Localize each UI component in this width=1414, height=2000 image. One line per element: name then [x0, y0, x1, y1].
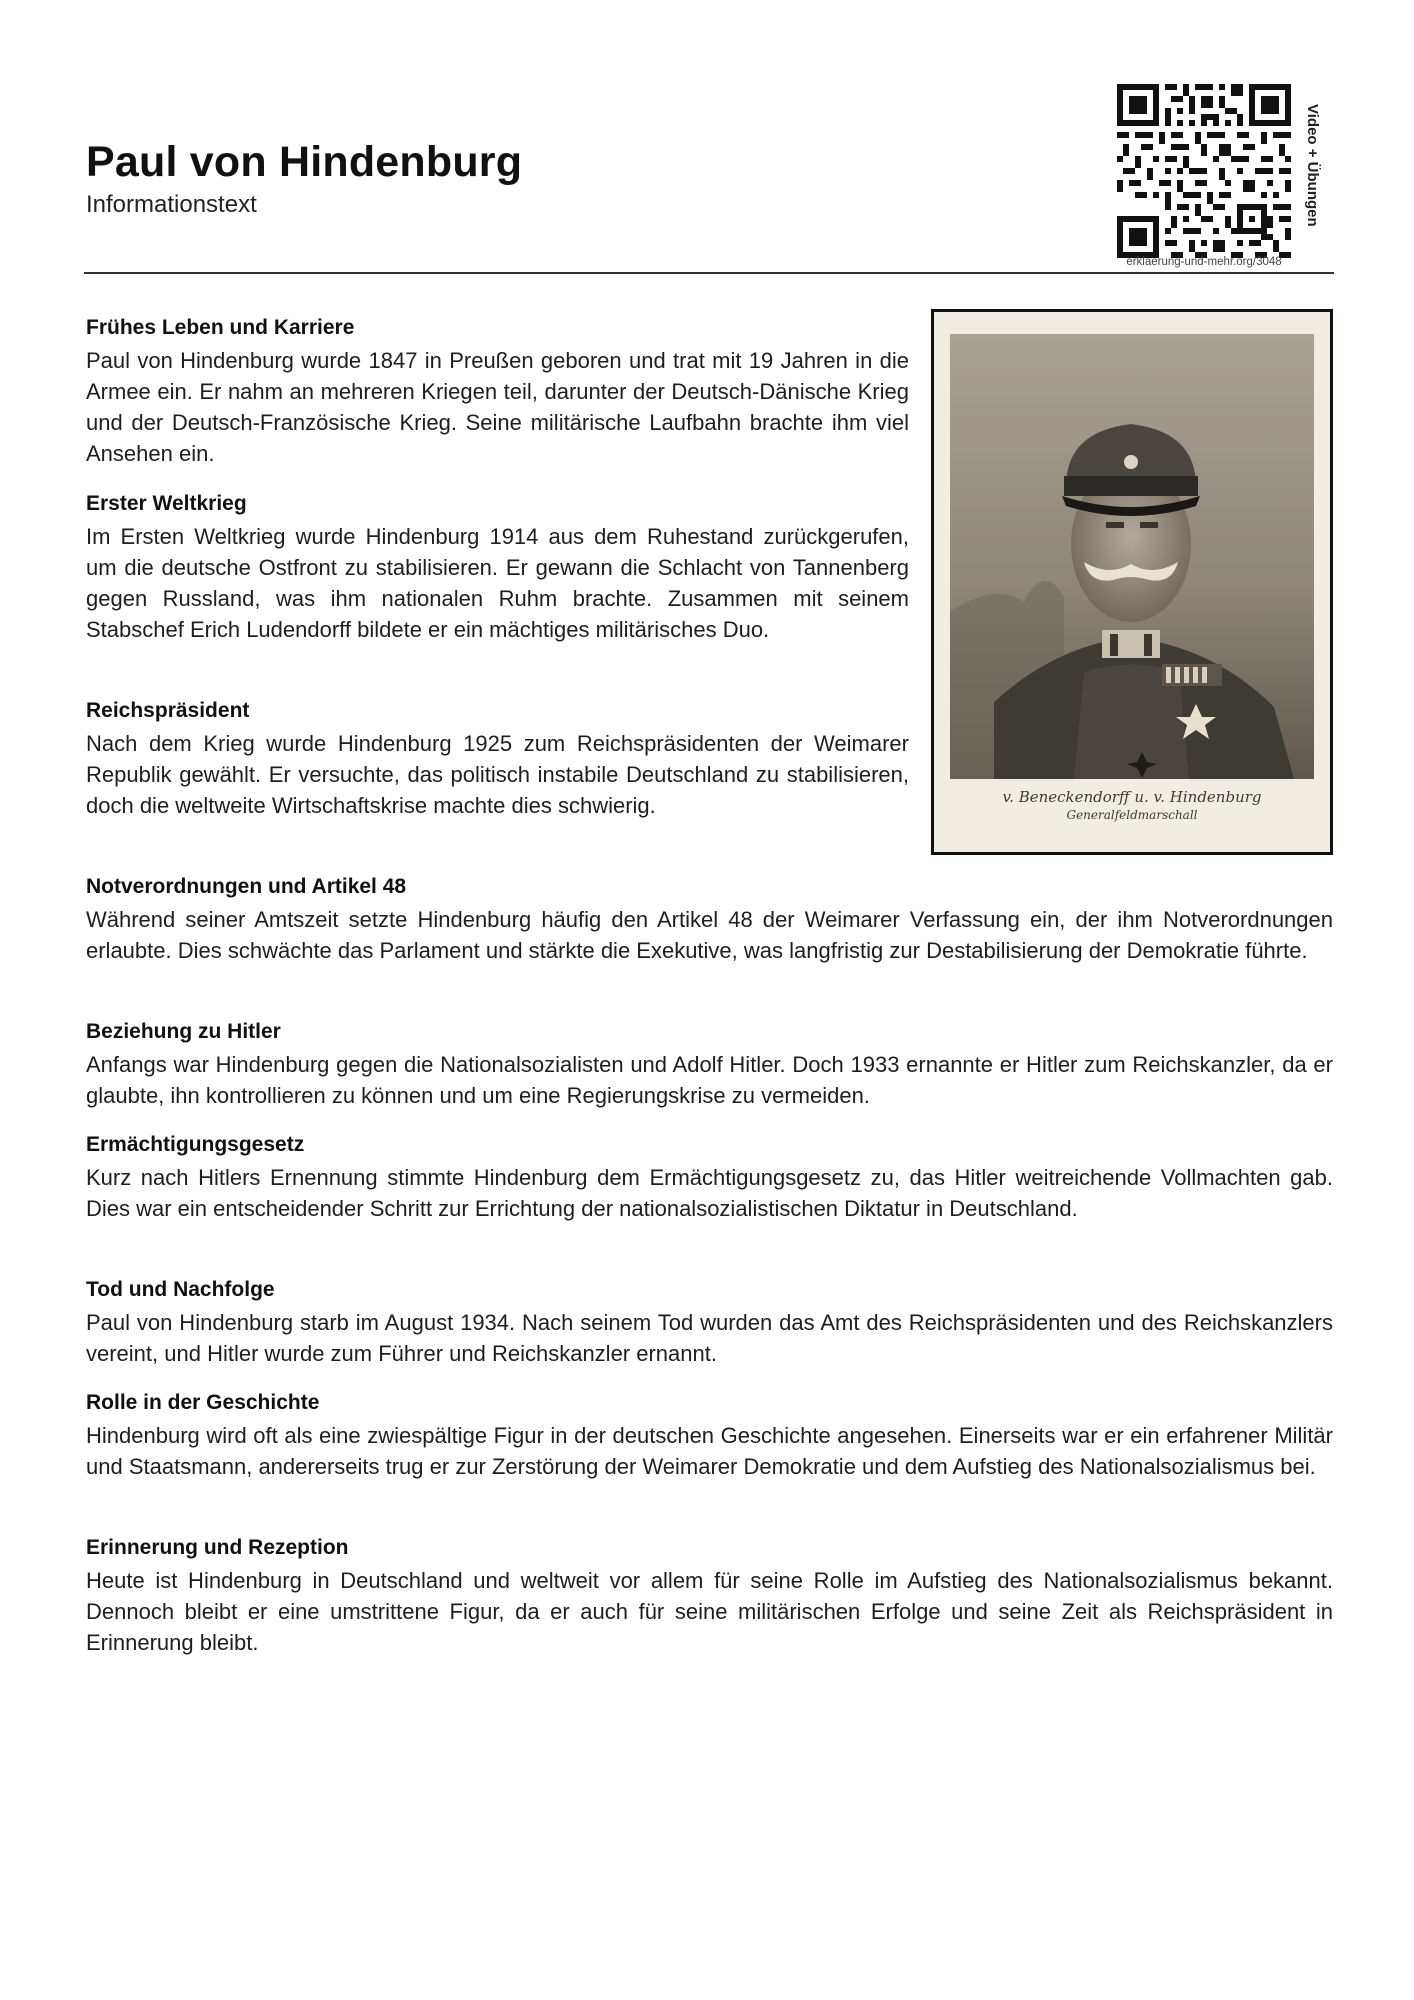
qr-side-label: Video + Übungen: [1304, 104, 1321, 227]
qr-code-graphic: [1117, 84, 1291, 258]
section-text: Heute ist Hindenburg in Deutschland und weltweit vor allem für seine Rolle im Aufstieg des Nationalsozialismus bekannt. Dennoch bleibt er eine umstrittene Figur, da er auch für seine militärischen Erfolge und seine Zeit als Reichspräsident in Erinnerung bleibt.: [86, 1568, 1333, 1655]
section-heading: Rolle in der Geschichte: [86, 1391, 320, 1414]
section-tod-nachfolge: [86, 1276, 1333, 1369]
page-title: Paul von Hindenburg: [86, 138, 523, 186]
section-heading: Reichspräsident: [86, 699, 250, 722]
section-text: Anfangs war Hindenburg gegen die Nationalsozialisten und Adolf Hitler. Doch 1933 ernannte er Hitler zum Reichskanzler, da er glaubte, ihn kontrollieren zu können und um eine Regierungskrise zu vermeiden.: [86, 1052, 1333, 1108]
section-erster-weltkrieg: [86, 490, 909, 645]
section-heading: Notverordnungen und Artikel 48: [86, 875, 407, 898]
qr-code[interactable]: [1117, 84, 1291, 258]
section-ermaechtigungsgesetz: [86, 1131, 1333, 1224]
portrait-caption-rank: Generalfeldmarschall: [1066, 808, 1198, 822]
section-heading: Tod und Nachfolge: [86, 1278, 275, 1301]
section-reichspraesident: [86, 697, 909, 821]
header-divider: [84, 272, 1334, 274]
section-heading: Frühes Leben und Karriere: [86, 316, 355, 339]
section-notverordnungen: [86, 873, 1333, 966]
section-fruehes-leben: [86, 314, 909, 469]
section-text: Während seiner Amtszeit setzte Hindenburg häufig den Artikel 48 der Weimarer Verfassung ein, der ihm Notverordnungen erlaubte. Dies schwächte das Parlament und stärkte die Exekutive, was langfristig zur Destabilisierung der Demokratie führte.: [86, 907, 1333, 963]
portrait-caption-signature: v. Beneckendorff u. v. Hindenburg: [1002, 788, 1262, 806]
section-heading: Erster Weltkrieg: [86, 492, 247, 515]
section-text: Paul von Hindenburg wurde 1847 in Preußen geboren und trat mit 19 Jahren in die Armee ein. Er nahm an mehreren Kriegen teil, darunter der Deutsch-Dänische Krieg und der Deutsch-Französische Krieg. Seine militärische Laufbahn brachte ihm viel Ansehen ein.: [86, 348, 909, 466]
hindenburg-portrait: [931, 309, 1333, 855]
section-rolle-geschichte: [86, 1389, 1333, 1482]
section-text: Hindenburg wird oft als eine zwiespältige Figur in der deutschen Geschichte angesehen. Einerseits war er ein erfahrener Militär und Staatsmann, andererseits trug er zur Zerstörung der Weimarer Demokratie und dem Aufstieg des Nationalsozialismus bei.: [86, 1423, 1333, 1479]
section-erinnerung-rezeption: [86, 1534, 1333, 1658]
section-text: Kurz nach Hitlers Ernennung stimmte Hindenburg dem Ermächtigungsgesetz zu, das Hitler weitreichende Vollmachten gab. Dies war ein entscheidender Schritt zur Errichtung der nationalsozialistischen Diktatur in Deutschland.: [86, 1165, 1333, 1221]
section-text: Im Ersten Weltkrieg wurde Hindenburg 1914 aus dem Ruhestand zurückgerufen, um die deutsche Ostfront zu stabilisieren. Er gewann die Schlacht von Tannenberg gegen Russland, was ihm nationalen Ruhm brachte. Zusammen mit seinem Stabschef Erich Ludendorff bildete er ein mächtiges militärisches Duo.: [86, 524, 909, 642]
section-beziehung-hitler: [86, 1018, 1333, 1111]
section-text: Nach dem Krieg wurde Hindenburg 1925 zum Reichspräsidenten der Weimarer Republik gewählt. Er versuchte, das politisch instabile Deutschland zu stabilisieren, doch die weltweite Wirtschaftskrise machte dies schwierig.: [86, 731, 909, 818]
section-heading: Beziehung zu Hitler: [86, 1020, 281, 1043]
qr-url[interactable]: erklaerung-und-mehr.org/3048: [1126, 256, 1282, 268]
portrait-image: [934, 312, 1330, 852]
section-heading: Ermächtigungsgesetz: [86, 1133, 305, 1156]
section-heading: Erinnerung und Rezeption: [86, 1536, 349, 1559]
page-subtitle: Informationstext: [86, 191, 257, 218]
section-text: Paul von Hindenburg starb im August 1934. Nach seinem Tod wurden das Amt des Reichspräsidenten und des Reichskanzlers vereint, und Hitler wurde zum Führer und Reichskanzler ernannt.: [86, 1310, 1333, 1366]
